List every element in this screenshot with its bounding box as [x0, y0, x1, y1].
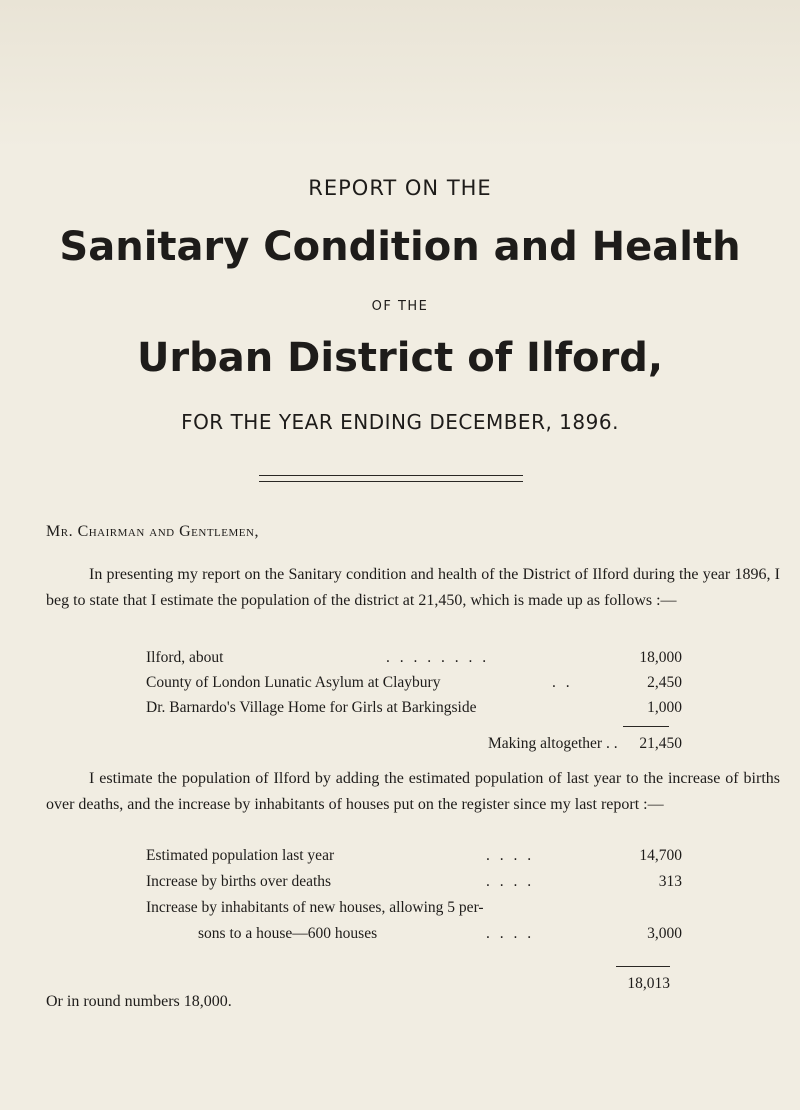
page-shading	[0, 0, 800, 150]
of-the-label: OF THE	[371, 299, 429, 314]
row-label: Ilford, about	[146, 649, 224, 666]
row-leader: . . . .	[486, 925, 535, 942]
row-value: 3,000	[647, 925, 682, 942]
report-heading: REPORT ON THE	[308, 176, 492, 200]
row-leader: . . . .	[486, 873, 535, 890]
sum-rule	[616, 966, 670, 967]
salutation: Mr. Chairman and Gentlemen,	[46, 523, 259, 540]
year-line: FOR THE YEAR ENDING DECEMBER, 1896.	[181, 410, 619, 434]
report-title: Sanitary Condition and Health	[59, 224, 741, 270]
total-value: 21,450	[639, 735, 682, 752]
method-paragraph: I estimate the population of Ilford by adding the estimated population of last year to the increase of births over deaths, and the increase by inhabitants of houses put on the register since my last report :—	[46, 770, 780, 813]
row-leader: . . . .	[486, 847, 535, 864]
row-value: 18,000	[639, 649, 682, 666]
row-value: 313	[658, 873, 682, 890]
closing-line: Or in round numbers 18,000.	[46, 993, 232, 1010]
title-divider	[259, 475, 523, 482]
row-leader: . . . . . . . .	[386, 649, 490, 666]
row-label: County of London Lunatic Asylum at Claybury	[146, 674, 441, 691]
row-value: 14,700	[639, 847, 682, 864]
intro-paragraph: In presenting my report on the Sanitary condition and health of the District of Ilford during the year 1896, I beg to state that I estimate the population of the district at 21,450, which is made up as follows :—	[46, 566, 780, 609]
estimate-total: 18,013	[627, 975, 670, 992]
row-leader: . .	[552, 674, 573, 691]
row-label: Estimated population last year	[146, 847, 335, 864]
total-label: Making altogether . .	[488, 735, 618, 752]
row-value: 2,450	[647, 674, 682, 691]
row-value: 1,000	[647, 699, 682, 716]
district-title: Urban District of Ilford,	[136, 335, 664, 381]
row-label: Increase by births over deaths	[146, 873, 332, 890]
row-label: Dr. Barnardo's Village Home for Girls at Barkingside	[146, 699, 477, 716]
row-label: Increase by inhabitants of new houses, allowing 5 per-	[146, 899, 484, 916]
sum-rule	[623, 726, 669, 727]
row-label: sons to a house—600 houses	[198, 925, 378, 942]
